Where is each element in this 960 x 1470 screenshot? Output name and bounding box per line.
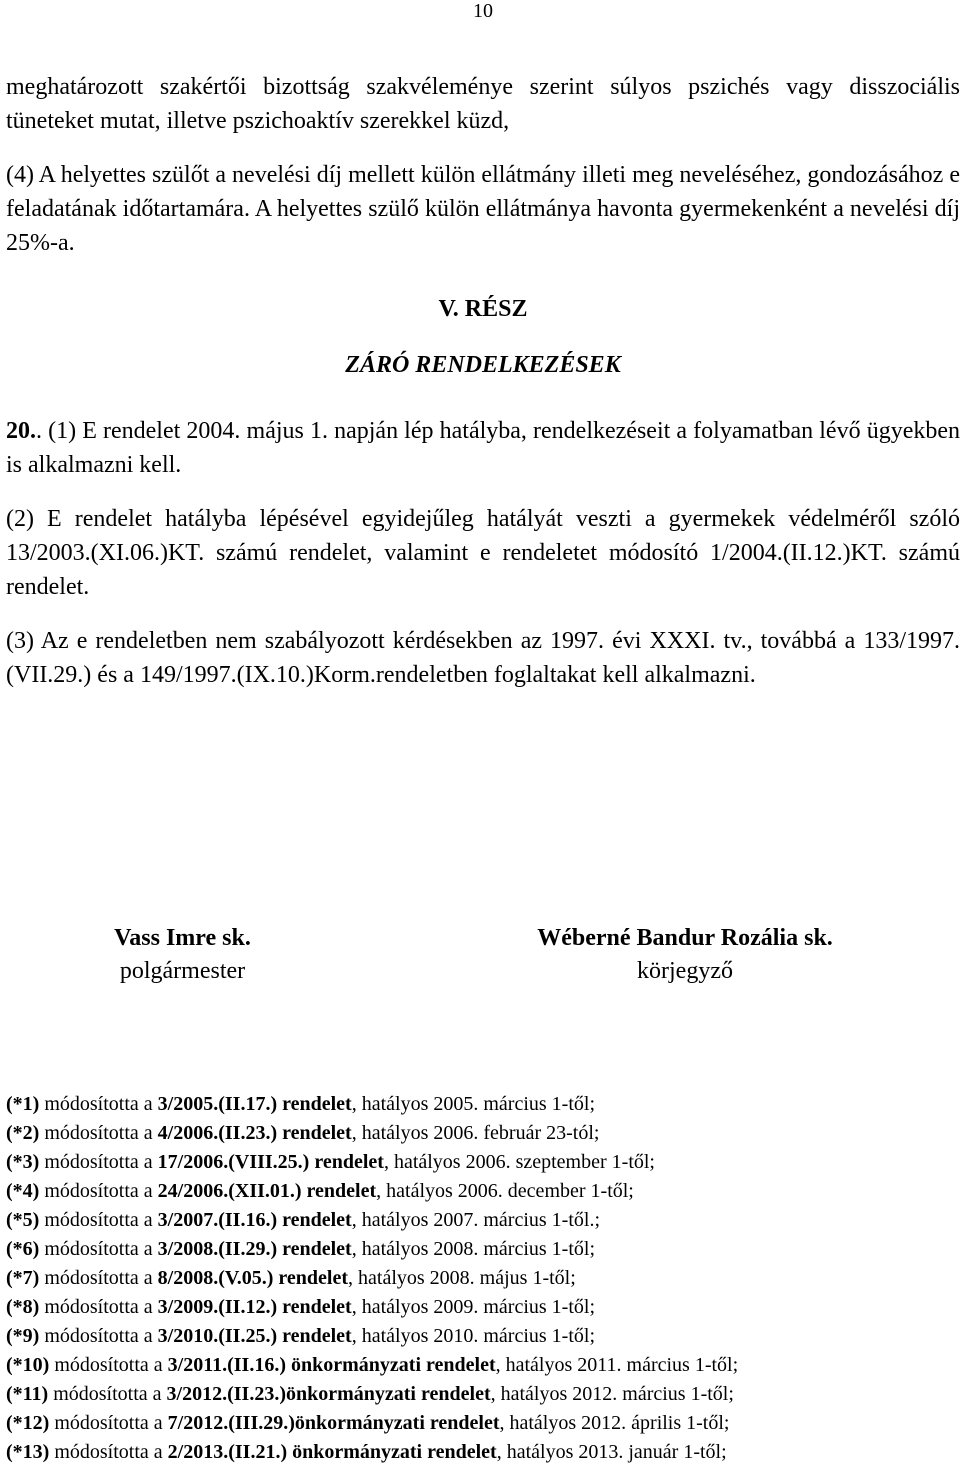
paragraph-20-3: (3) Az e rendeletben nem szabályozott kérdésekben az 1997. évi XXXI. tv., továbbá a 133/1997.(VII.29.) és a 149/1997.(IX.10.)Korm.rendeletben foglaltakat kell alkalmazni.	[6, 628, 960, 688]
amendment-verb: módosította a	[39, 1093, 158, 1115]
amendment-effective: , hatályos 2006. december 1-től;	[376, 1180, 634, 1202]
amendment-verb: módosította a	[39, 1209, 158, 1231]
amendment-id: (*9)	[6, 1325, 40, 1347]
amendment-item	[6, 1409, 960, 1438]
amendment-regulation: 3/2009.(II.12.) rendelet	[157, 1296, 352, 1318]
amendment-item	[6, 1380, 960, 1409]
amendment-regulation: 2/2013.(II.21.) önkormányzati rendelet	[167, 1441, 497, 1463]
paragraph-20	[6, 414, 960, 482]
signature-role: polgármester	[119, 958, 246, 984]
amendment-item	[6, 1293, 960, 1322]
amendment-effective: , hatályos 2012. március 1-től;	[490, 1383, 734, 1405]
amendment-effective: , hatályos 2006. február 23-tól;	[351, 1122, 600, 1144]
amendment-item	[6, 1090, 960, 1119]
amendment-verb: módosította a	[48, 1383, 167, 1405]
paragraph-4: (4) A helyettes szülőt a nevelési díj mellett külön ellátmány illeti meg neveléséhez, gondozásához e feladatának időtartamára. A helyettes szülő külön ellátmánya havonta gyermekenként a nevelési díj 25%-a.	[6, 162, 960, 256]
amendment-id: (*3)	[6, 1151, 40, 1173]
amendment-id: (*7)	[6, 1267, 40, 1289]
amendment-verb: módosította a	[39, 1296, 158, 1318]
amendment-id: (*4)	[6, 1180, 40, 1202]
amendment-item	[6, 1322, 960, 1351]
amendment-effective: , hatályos 2007. március 1-től.;	[351, 1209, 601, 1231]
amendment-id: (*2)	[6, 1122, 40, 1144]
amendment-id: (*5)	[6, 1209, 40, 1231]
amendment-effective: , hatályos 2008. május 1-től;	[348, 1267, 576, 1289]
amendment-item	[6, 1235, 960, 1264]
amendment-regulation: 17/2006.(VIII.25.) rendelet	[157, 1151, 384, 1173]
amendment-id: (*1)	[6, 1093, 40, 1115]
signature-mayor	[60, 922, 305, 988]
amendment-verb: módosította a	[39, 1151, 158, 1173]
signature-role: körjegyző	[637, 958, 733, 984]
amendment-item	[6, 1148, 960, 1177]
amendment-effective: , hatályos 2011. március 1-től;	[495, 1354, 739, 1376]
amendment-regulation: 3/2008.(II.29.) rendelet	[157, 1238, 352, 1260]
amendment-verb: módosította a	[39, 1325, 158, 1347]
amendment-item	[6, 1119, 960, 1148]
signature-name: Wéberné Bandur Rozália sk.	[537, 925, 833, 951]
paragraph-continuation: meghatározott szakértői bizottság szakvéleménye szerint súlyos pszichés vagy disszociális tüneteket mutat, illetve pszichoaktív szerekkel küzd,	[6, 74, 960, 134]
amendment-effective: , hatályos 2006. szeptember 1-től;	[383, 1151, 655, 1173]
signature-notary	[495, 922, 875, 988]
amendment-id: (*12)	[6, 1412, 50, 1434]
amendment-regulation: 3/2010.(II.25.) rendelet	[157, 1325, 352, 1347]
amendment-verb: módosította a	[39, 1122, 158, 1144]
amendment-id: (*13)	[6, 1441, 50, 1463]
amendment-verb: módosította a	[39, 1267, 158, 1289]
amendment-effective: , hatályos 2008. március 1-től;	[351, 1238, 596, 1260]
amendment-item	[6, 1264, 960, 1293]
amendment-id: (*10)	[6, 1354, 50, 1376]
section-title: ZÁRÓ RENDELKEZÉSEK	[345, 352, 621, 378]
part-heading: V. RÉSZ	[438, 296, 528, 322]
amendment-verb: módosította a	[49, 1354, 168, 1376]
amendment-effective: , hatályos 2010. március 1-től;	[351, 1325, 596, 1347]
amendment-effective: , hatályos 2012. április 1-től;	[499, 1412, 730, 1434]
amendment-effective: , hatályos 2005. március 1-től;	[351, 1093, 596, 1115]
amendment-regulation: 3/2005.(II.17.) rendelet	[157, 1093, 352, 1115]
amendment-item	[6, 1177, 960, 1206]
page-number: 10	[473, 0, 493, 22]
amendment-regulation: 8/2008.(V.05.) rendelet	[157, 1267, 349, 1289]
paragraph-20-2: (2) E rendelet hatályba lépésével egyidejűleg hatályát veszti a gyermekek védelméről szóló 13/2003.(XI.06.)KT. számú rendelet, valamint e rendeletet módosító 1/2004.(II.12.)KT. számú rendelet.	[6, 506, 960, 600]
paragraph-20-number: 20.	[6, 418, 36, 444]
amendment-regulation: 4/2006.(II.23.) rendelet	[157, 1122, 352, 1144]
amendment-id: (*6)	[6, 1238, 40, 1260]
amendment-verb: módosította a	[49, 1412, 168, 1434]
amendment-verb: módosította a	[39, 1238, 158, 1260]
amendment-item	[6, 1351, 960, 1380]
amendment-verb: módosította a	[49, 1441, 168, 1463]
amendment-id: (*11)	[6, 1383, 49, 1405]
amendment-regulation: 3/2011.(II.16.) önkormányzati rendelet	[167, 1354, 496, 1376]
amendment-regulation: 3/2007.(II.16.) rendelet	[157, 1209, 352, 1231]
amendment-regulation: 3/2012.(II.23.)önkormányzati rendelet	[166, 1383, 491, 1405]
amendment-notes	[6, 1090, 960, 1467]
signature-name: Vass Imre sk.	[114, 925, 251, 951]
amendment-verb: módosította a	[39, 1180, 158, 1202]
amendment-regulation: 7/2012.(III.29.)önkormányzati rendelet	[167, 1412, 500, 1434]
amendment-item	[6, 1206, 960, 1235]
amendment-regulation: 24/2006.(XII.01.) rendelet	[157, 1180, 377, 1202]
amendment-item	[6, 1438, 960, 1467]
amendment-id: (*8)	[6, 1296, 40, 1318]
amendment-effective: , hatályos 2013. január 1-től;	[496, 1441, 727, 1463]
amendment-effective: , hatályos 2009. március 1-től;	[351, 1296, 596, 1318]
document-body	[6, 70, 960, 692]
paragraph-20-text: . (1) E rendelet 2004. május 1. napján lép hatályba, rendelkezéseit a folyamatban lévő ügyekben is alkalmazni kell.	[6, 418, 960, 478]
